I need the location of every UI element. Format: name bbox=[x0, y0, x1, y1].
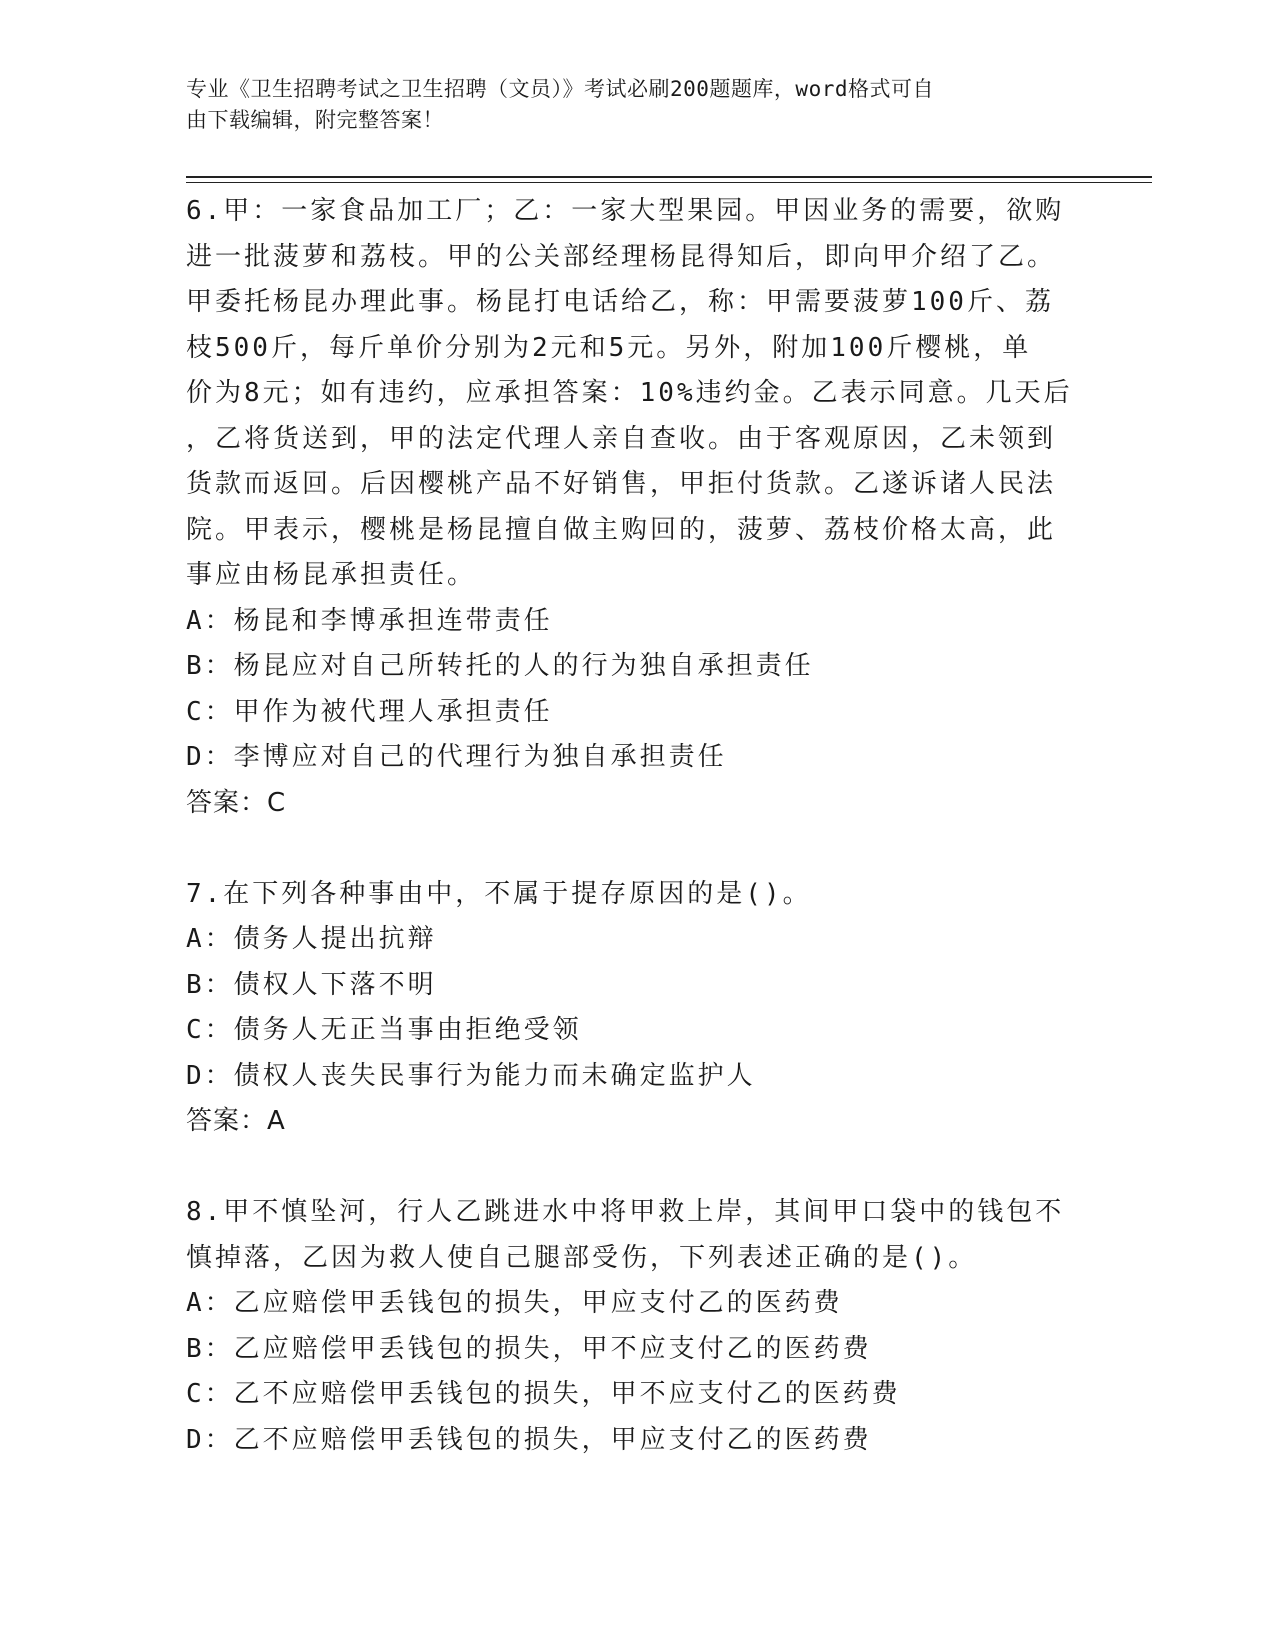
header-line-2: 由下载编辑，附完整答案！ bbox=[186, 108, 444, 132]
question-text-line: 事应由杨昆承担责任。 bbox=[186, 560, 477, 590]
question-text-line: 慎掉落，乙因为救人使自己腿部受伤，下列表述正确的是()。 bbox=[186, 1242, 978, 1273]
question-text-line: 8.甲不慎坠河，行人乙跳进水中将甲救上岸，其间甲口袋中的钱包不 bbox=[186, 1197, 1065, 1227]
option-b: B：债权人下落不明 bbox=[186, 969, 437, 1000]
option-b: B：杨昆应对自己所转托的人的行为独自承担责任 bbox=[186, 651, 814, 681]
answer-label: 答案：C bbox=[186, 787, 287, 818]
question-8 bbox=[186, 1190, 1076, 1463]
question-list bbox=[186, 189, 1076, 1463]
question-6 bbox=[186, 189, 1076, 826]
header-divider-thin bbox=[186, 182, 1152, 183]
question-spacer bbox=[186, 1145, 1076, 1191]
option-c: C：乙不应赔偿甲丢钱包的损失，甲不应支付乙的医药费 bbox=[186, 1379, 901, 1409]
question-text-line: 枝500斤，每斤单价分别为2元和5元。另外，附加100斤樱桃，单 bbox=[186, 332, 1032, 363]
option-a: A：乙应赔偿甲丢钱包的损失，甲应支付乙的医药费 bbox=[186, 1288, 843, 1318]
header-line-1: 专业《卫生招聘考试之卫生招聘（文员）》考试必刷200题题库，word格式可自 bbox=[186, 77, 934, 101]
option-d: D：债权人丧失民事行为能力而未确定监护人 bbox=[186, 1060, 756, 1091]
question-7 bbox=[186, 872, 1076, 1145]
question-text-line: 甲委托杨昆办理此事。杨昆打电话给乙，称：甲需要菠萝100斤、荔 bbox=[186, 287, 1054, 317]
question-text-line: 价为8元；如有违约，应承担答案：10%违约金。乙表示同意。几天后 bbox=[186, 378, 1073, 408]
option-d: D：李博应对自己的代理行为独自承担责任 bbox=[186, 742, 727, 772]
option-b: B：乙应赔偿甲丢钱包的损失，甲不应支付乙的医药费 bbox=[186, 1333, 872, 1364]
option-a: A：杨昆和李博承担连带责任 bbox=[186, 605, 553, 636]
question-text-line: ，乙将货送到，甲的法定代理人亲自查收。由于客观原因，乙未领到 bbox=[186, 423, 1057, 454]
header-divider-thick bbox=[186, 176, 1152, 178]
option-d: D：乙不应赔偿甲丢钱包的损失，甲应支付乙的医药费 bbox=[186, 1424, 872, 1455]
answer-label: 答案：A bbox=[186, 1106, 286, 1136]
document-header bbox=[186, 74, 1066, 136]
question-text-line: 院。甲表示，樱桃是杨昆擅自做主购回的，菠萝、荔枝价格太高，此 bbox=[186, 514, 1057, 545]
question-text-line: 进一批菠萝和荔枝。甲的公关部经理杨昆得知后，即向甲介绍了乙。 bbox=[186, 241, 1057, 272]
question-text-line: 6.甲：一家食品加工厂；乙：一家大型果园。甲因业务的需要，欲购 bbox=[186, 196, 1065, 226]
question-text-line: 7.在下列各种事由中，不属于提存原因的是()。 bbox=[186, 878, 812, 909]
question-spacer bbox=[186, 826, 1076, 872]
option-c: C：甲作为被代理人承担责任 bbox=[186, 696, 553, 727]
question-text-line: 货款而返回。后因樱桃产品不好销售，甲拒付货款。乙遂诉诸人民法 bbox=[186, 469, 1057, 499]
option-c: C：债务人无正当事由拒绝受领 bbox=[186, 1015, 582, 1045]
option-a: A：债务人提出抗辩 bbox=[186, 924, 437, 954]
